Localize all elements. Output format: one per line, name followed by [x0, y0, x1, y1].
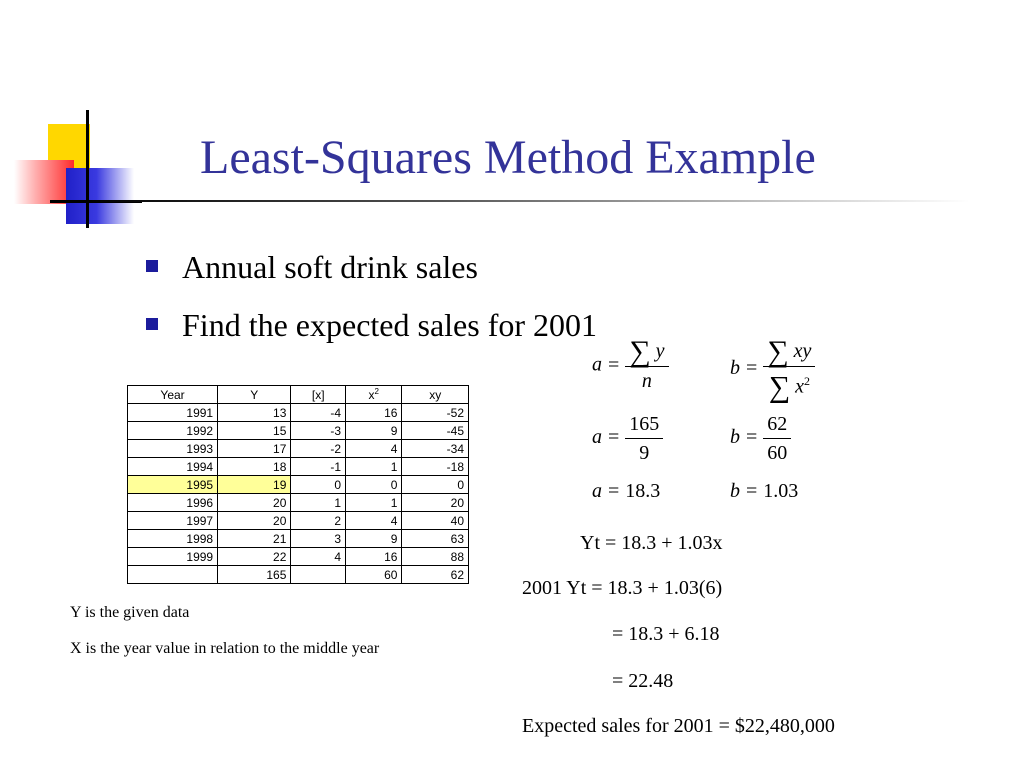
- fraction-numerator: 165: [625, 410, 663, 439]
- fraction: [625, 410, 663, 467]
- decorative-logo: [0, 0, 160, 240]
- fraction-denominator: [625, 367, 668, 395]
- b-value: 1.03: [763, 480, 799, 502]
- result-b: [730, 480, 798, 503]
- equals-sign: =: [608, 480, 620, 502]
- table-cell-x: 2: [291, 512, 346, 530]
- var-b: b: [730, 426, 740, 449]
- table-cell-year: 1999: [128, 548, 218, 566]
- total-cell-x: [291, 566, 346, 584]
- table-cell-x-squared: 1: [346, 494, 402, 512]
- table-cell-x: 3: [291, 530, 346, 548]
- table-row: [128, 530, 469, 548]
- table-cell-x: 1: [291, 494, 346, 512]
- table-cell-x: -4: [291, 404, 346, 422]
- table-cell-y: 17: [218, 440, 291, 458]
- result-a: [592, 480, 660, 503]
- forecast-substitution: 2001 Yt = 18.3 + 1.03(6): [522, 577, 723, 599]
- table-cell-x: 4: [291, 548, 346, 566]
- bullet-item: [146, 238, 597, 296]
- table-cell-xy: -34: [402, 440, 469, 458]
- table-cell-year: 1994: [128, 458, 218, 476]
- equals-sign: =: [746, 356, 758, 379]
- fraction-numerator: 62: [763, 410, 791, 439]
- sigma-symbol: ∑: [767, 335, 789, 368]
- table-cell-x-squared: 0: [346, 476, 402, 494]
- table-cell-year: 1992: [128, 422, 218, 440]
- table-cell-x: -3: [291, 422, 346, 440]
- table-header-row: [128, 386, 469, 404]
- table-cell-y: 19: [218, 476, 291, 494]
- fraction: [625, 337, 668, 395]
- table-cell-year: 1998: [128, 530, 218, 548]
- table-cell-xy: 63: [402, 530, 469, 548]
- sum-y: y: [655, 340, 665, 362]
- table-cell-x: -1: [291, 458, 346, 476]
- sum-x-squared: x: [795, 375, 804, 398]
- var-b: b: [730, 356, 740, 379]
- fraction: [763, 337, 815, 402]
- formula-b-definition: [730, 337, 815, 402]
- column-header-xy: xy: [402, 386, 469, 404]
- table-cell-xy: 0: [402, 476, 469, 494]
- table-row: [128, 458, 469, 476]
- table-row: [128, 476, 469, 494]
- forecast-result: = 22.48: [612, 670, 674, 692]
- table-cell-x-squared: 9: [346, 422, 402, 440]
- n-count: n: [641, 370, 652, 392]
- a-value: 18.3: [625, 480, 661, 502]
- bullet-text: Find the expected sales for 2001: [182, 307, 597, 343]
- total-cell-x-squared: 60: [346, 566, 402, 584]
- table-row: [128, 422, 469, 440]
- table-cell-x-squared: 1: [346, 458, 402, 476]
- title-divider: [90, 200, 970, 202]
- slide-title: Least-Squares Method Example: [200, 131, 816, 184]
- column-header-x-squared-exponent: 2: [374, 387, 379, 396]
- forecast-step: = 18.3 + 6.18: [612, 623, 720, 645]
- equals-sign: =: [746, 426, 758, 449]
- logo-blue-square: [66, 168, 134, 224]
- table-cell-y: 20: [218, 494, 291, 512]
- fraction-numerator: [625, 337, 668, 367]
- fraction: [763, 410, 791, 467]
- table-cell-x-squared: 16: [346, 548, 402, 566]
- table-row: [128, 548, 469, 566]
- sum-xy: xy: [793, 340, 812, 362]
- square-bullet-icon: [146, 318, 158, 330]
- column-header-y: Y: [218, 386, 291, 404]
- table-cell-y: 21: [218, 530, 291, 548]
- table-cell-y: 20: [218, 512, 291, 530]
- table-cell-year: 1991: [128, 404, 218, 422]
- table-cell-xy: -45: [402, 422, 469, 440]
- table-cell-xy: -52: [402, 404, 469, 422]
- table-cell-y: 18: [218, 458, 291, 476]
- sigma-symbol: ∑: [768, 370, 791, 404]
- column-header-x-squared-base: x: [368, 388, 375, 402]
- note-x-definition: X is the year value in relation to the middle year: [70, 640, 380, 657]
- column-header-x: [x]: [291, 386, 346, 404]
- table-cell-year: 1995: [128, 476, 218, 494]
- bullet-list: [146, 238, 597, 354]
- fraction-denominator: 60: [767, 442, 788, 464]
- var-a: a: [592, 426, 602, 449]
- table-row: [128, 404, 469, 422]
- table-body: [128, 404, 469, 584]
- table-cell-y: 15: [218, 422, 291, 440]
- table-cell-xy: 88: [402, 548, 469, 566]
- table-cell-xy: 40: [402, 512, 469, 530]
- total-cell-year: [128, 566, 218, 584]
- table-totals-row: [128, 566, 469, 584]
- sigma-symbol: ∑: [629, 335, 651, 368]
- table-cell-year: 1993: [128, 440, 218, 458]
- fraction-denominator: 9: [639, 442, 650, 464]
- table-cell-y: 13: [218, 404, 291, 422]
- table-cell-x-squared: 4: [346, 440, 402, 458]
- var-b: b: [730, 480, 740, 502]
- table-cell-xy: 20: [402, 494, 469, 512]
- equals-sign: =: [608, 353, 620, 376]
- column-header-year: Year: [128, 386, 218, 404]
- table-cell-x: 0: [291, 476, 346, 494]
- total-cell-y: 165: [218, 566, 291, 584]
- total-cell-xy: 62: [402, 566, 469, 584]
- logo-red-square: [14, 160, 74, 204]
- bullet-text: Annual soft drink sales: [182, 249, 478, 285]
- table-cell-y: 22: [218, 548, 291, 566]
- table-row: [128, 512, 469, 530]
- table-row: [128, 494, 469, 512]
- var-a: a: [592, 353, 602, 376]
- equals-sign: =: [608, 426, 620, 449]
- logo-vertical-line: [86, 110, 89, 228]
- note-y-definition: Y is the given data: [70, 604, 190, 621]
- bullet-item: [146, 296, 597, 354]
- column-header-x-squared: [346, 386, 402, 404]
- var-a: a: [592, 480, 602, 502]
- square-bullet-icon: [146, 260, 158, 272]
- table-cell-x-squared: 16: [346, 404, 402, 422]
- table-row: [128, 440, 469, 458]
- fraction-denominator: [763, 367, 815, 402]
- table-cell-year: 1996: [128, 494, 218, 512]
- table-cell-year: 1997: [128, 512, 218, 530]
- formula-a-values: [592, 410, 663, 467]
- equals-sign: =: [746, 480, 758, 502]
- table-cell-xy: -18: [402, 458, 469, 476]
- squared-exponent: 2: [804, 374, 810, 388]
- expected-sales-conclusion: Expected sales for 2001 = $22,480,000: [522, 715, 835, 737]
- fraction-numerator: [763, 337, 815, 367]
- table-cell-x-squared: 9: [346, 530, 402, 548]
- regression-equation: Yt = 18.3 + 1.03x: [580, 532, 723, 554]
- sales-data-table: [127, 385, 469, 584]
- formula-a-definition: [592, 337, 669, 395]
- table-cell-x-squared: 4: [346, 512, 402, 530]
- formula-b-values: [730, 410, 791, 467]
- table-cell-x: -2: [291, 440, 346, 458]
